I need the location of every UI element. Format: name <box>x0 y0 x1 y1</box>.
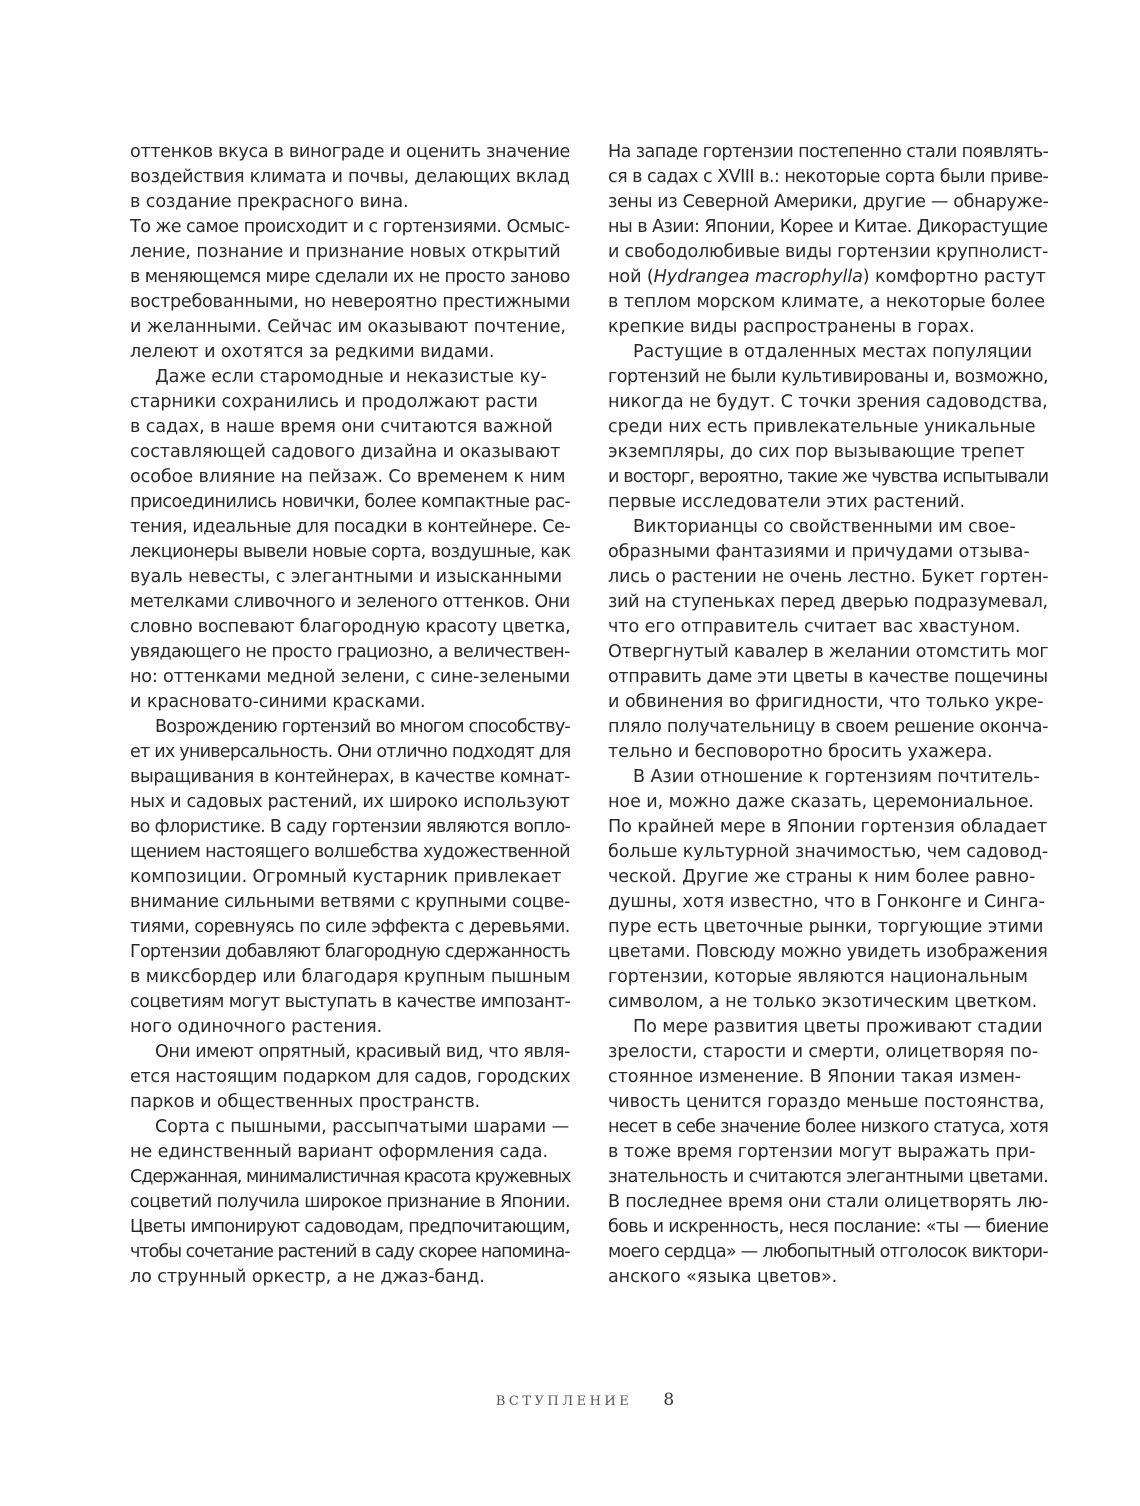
text-line: В Азии отношение к гортензиям почтитель- <box>633 767 1040 787</box>
text-line: и красновато-синими красками. <box>130 692 426 712</box>
text-line: зрелости, старости и смерти, олицетворяя по- <box>608 1042 1039 1062</box>
text-line: больше культурной значимостью, чем садовод- <box>608 842 1049 862</box>
text-line: образными фантазиями и причудами отзыва- <box>608 542 1030 562</box>
text-line: Возрождению гортензий во многом способству- <box>155 717 570 737</box>
text-line: лекционеры вывели новые сорта, воздушные, как <box>130 542 571 562</box>
text-line: ся в садах с XVIII в.: некоторые сорта были приве- <box>608 167 1049 187</box>
text-line: Они имеют опрятный, красивый вид, что явля- <box>155 1042 570 1062</box>
text-line: увядающего не просто грациозно, а величествен- <box>130 642 570 662</box>
text-line: ного одиночного растения. <box>130 1017 383 1037</box>
text-line: что его отправитель считает вас хвастуном. <box>608 617 1021 637</box>
text-line: никогда не будут. С точки зрения садоводства, <box>608 392 1048 412</box>
text-line: ло струнный оркестр, а не джаз-банд. <box>130 1267 485 1287</box>
text-line: оттенков вкуса в винограде и оценить значение <box>130 142 571 162</box>
text-line: несет в себе значение более низкого статуса, хотя <box>608 1117 1049 1137</box>
text-line: цветами. Повсюду можно увидеть изображения <box>608 942 1048 962</box>
text-line: выращивания в контейнерах, в качестве комнат- <box>130 767 571 787</box>
text-line: чтобы сочетание растений в саду скорее напомина- <box>130 1242 570 1262</box>
text-line: в садах, в наше время они считаются важной <box>130 417 553 437</box>
text-line: ных и садовых растений, их широко используют <box>130 792 570 812</box>
text-line: Сдержанная, минималистичная красота кружевных <box>130 1167 571 1187</box>
text-line: Даже если старомодные и неказистые ку- <box>155 367 547 387</box>
text-fragment: ) комфортно растут <box>862 267 1046 287</box>
page-footer <box>0 1390 1140 1410</box>
text-line: В последнее время они стали олицетворять лю- <box>608 1192 1049 1212</box>
text-line: крепкие виды распространены в горах. <box>608 317 975 337</box>
page-number: 8 <box>663 1390 675 1410</box>
text-line: лись о растении не очень лестно. Букет гортен- <box>608 567 1049 587</box>
text-line: присоединились новички, более компактные рас- <box>130 492 571 512</box>
text-line: среди них есть привлекательные уникальные <box>608 417 1036 437</box>
text-line: в тоже время гортензии могут выражать при- <box>608 1142 1036 1162</box>
text-line: щением настоящего волшебства художественной <box>130 842 570 862</box>
text-line: ны в Азии: Японии, Корее и Китае. Дикорастущие <box>608 217 1048 237</box>
running-section-title: ВСТУПЛЕНИЕ <box>495 1394 633 1409</box>
text-line: Гортензии добавляют благородную сдержанность <box>130 942 570 962</box>
text-line: пуре есть цветочные рынки, торгующие этими <box>608 917 1044 937</box>
text-line: На западе гортензии постепенно стали появлять- <box>608 142 1049 162</box>
right-text-column <box>608 140 1049 1290</box>
text-line: знательность и считаются элегантными цветами. <box>608 1167 1049 1187</box>
text-line: но: оттенками медной зелени, с сине-зелеными <box>130 667 571 687</box>
text-line: чивость ценится гораздо меньше постоянства, <box>608 1092 1045 1112</box>
text-line: воздействия климата и почвы, делающих вклад <box>130 167 570 187</box>
text-line: и обвинения во фригидности, что только укре- <box>608 692 1044 712</box>
text-line <box>608 265 1046 290</box>
text-line: бовь и искренность, неся послание: «ты — биение <box>608 1217 1049 1237</box>
latin-species-name: Hydrangea macrophylla <box>653 267 863 287</box>
text-line: словно воспевают благородную красоту цветка, <box>130 617 571 637</box>
text-line: отправить даме эти цветы в качестве пощечины <box>608 667 1048 687</box>
text-line: внимание сильными ветвями с крупными соцве- <box>130 892 571 912</box>
text-line: парков и общественных пространств. <box>130 1092 481 1112</box>
text-line: и свободолюбивые виды гортензии крупнолист- <box>608 242 1049 262</box>
text-line: старники сохранились и продолжают расти <box>130 392 538 412</box>
text-line: ческой. Другие же страны к ним более равно- <box>608 867 1036 887</box>
text-line: ется настоящим подарком для садов, городских <box>130 1067 571 1087</box>
text-line: По мере развития цветы проживают стадии <box>633 1017 1043 1037</box>
text-line: в меняющемся мире сделали их не просто заново <box>130 267 570 287</box>
text-line: в создание прекрасного вина. <box>130 192 409 212</box>
text-line: особое влияние на пейзаж. Со временем к ним <box>130 467 566 487</box>
text-line: первые исследователи этих растений. <box>608 492 965 512</box>
text-line: ление, познание и признание новых открытий <box>130 242 561 262</box>
text-line: тения, идеальные для посадки в контейнере. Се- <box>130 517 571 537</box>
text-line: ное и, можно даже сказать, церемониальное. <box>608 792 1034 812</box>
text-line: Отвергнутый кавалер в желании отомстить мог <box>608 642 1049 662</box>
text-line: экземпляры, до сих пор вызывающие трепет <box>608 442 1025 462</box>
text-line: То же самое происходит и с гортензиями. Осмыс- <box>130 217 570 237</box>
text-line: соцветиям могут выступать в качестве импозант- <box>130 992 571 1012</box>
text-line: душны, хотя известно, что в Гонконге и Синга- <box>608 892 1045 912</box>
text-line: моего сердца» — любопытный отголосок виктори- <box>608 1242 1048 1262</box>
text-line: зены из Северной Америки, другие — обнаруже- <box>608 192 1049 212</box>
text-line: и желанными. Сейчас им оказывают почтение, <box>130 317 566 337</box>
text-line: Растущие в отдаленных местах популяции <box>633 342 1032 362</box>
text-line: вуаль невесты, с элегантными и изысканными <box>130 567 562 587</box>
left-text-column <box>130 140 571 1290</box>
text-line: стоянное изменение. В Японии такая измен- <box>608 1067 1021 1087</box>
text-line: не единственный вариант оформления сада. <box>130 1142 548 1162</box>
text-line: По крайней мере в Японии гортензия обладает <box>608 817 1048 837</box>
text-line: составляющей садового дизайна и оказывают <box>130 442 561 462</box>
text-line: композиции. Огромный кустарник привлекает <box>130 867 562 887</box>
text-line: тельно и бесповоротно бросить ухажера. <box>608 742 993 762</box>
text-line: гортензий не были культивированы и, возможно, <box>608 367 1049 387</box>
text-line: тиями, соревнуясь по силе эффекта с деревьями. <box>130 917 570 937</box>
text-line: зий на ступеньках перед дверью подразумевал, <box>608 592 1048 612</box>
text-line: и восторг, вероятно, такие же чувства испытывали <box>608 467 1049 487</box>
text-line: анского «языка цветов». <box>608 1267 838 1287</box>
text-line: в миксбордер или благодаря крупным пышным <box>130 967 571 987</box>
text-line: ет их универсальность. Они отлично подходят для <box>130 742 571 762</box>
text-line: Цветы импонируют садоводам, предпочитающим, <box>130 1217 570 1237</box>
text-line: Сорта с пышными, рассыпчатыми шарами — <box>155 1117 570 1137</box>
text-line: лелеют и охотятся за редкими видами. <box>130 342 495 362</box>
text-line: пляло получательницу в своем решение оконча- <box>608 717 1049 737</box>
text-line: метелками сливочного и зеленого оттенков. Они <box>130 592 570 612</box>
text-line: гортензии, которые являются национальным <box>608 967 1028 987</box>
text-line: символом, а не только экзотическим цветком. <box>608 992 1038 1012</box>
text-line: во флористике. В саду гортензии являются вопло- <box>130 817 571 837</box>
text-line: соцветий получила широкое признание в Японии. <box>130 1192 570 1212</box>
text-line: в теплом морском климате, а некоторые более <box>608 292 1045 312</box>
text-line: востребованными, но невероятно престижными <box>130 292 571 312</box>
text-line: Викторианцы со свойственными им свое- <box>633 517 1016 537</box>
text-fragment: ной ( <box>608 267 654 287</box>
